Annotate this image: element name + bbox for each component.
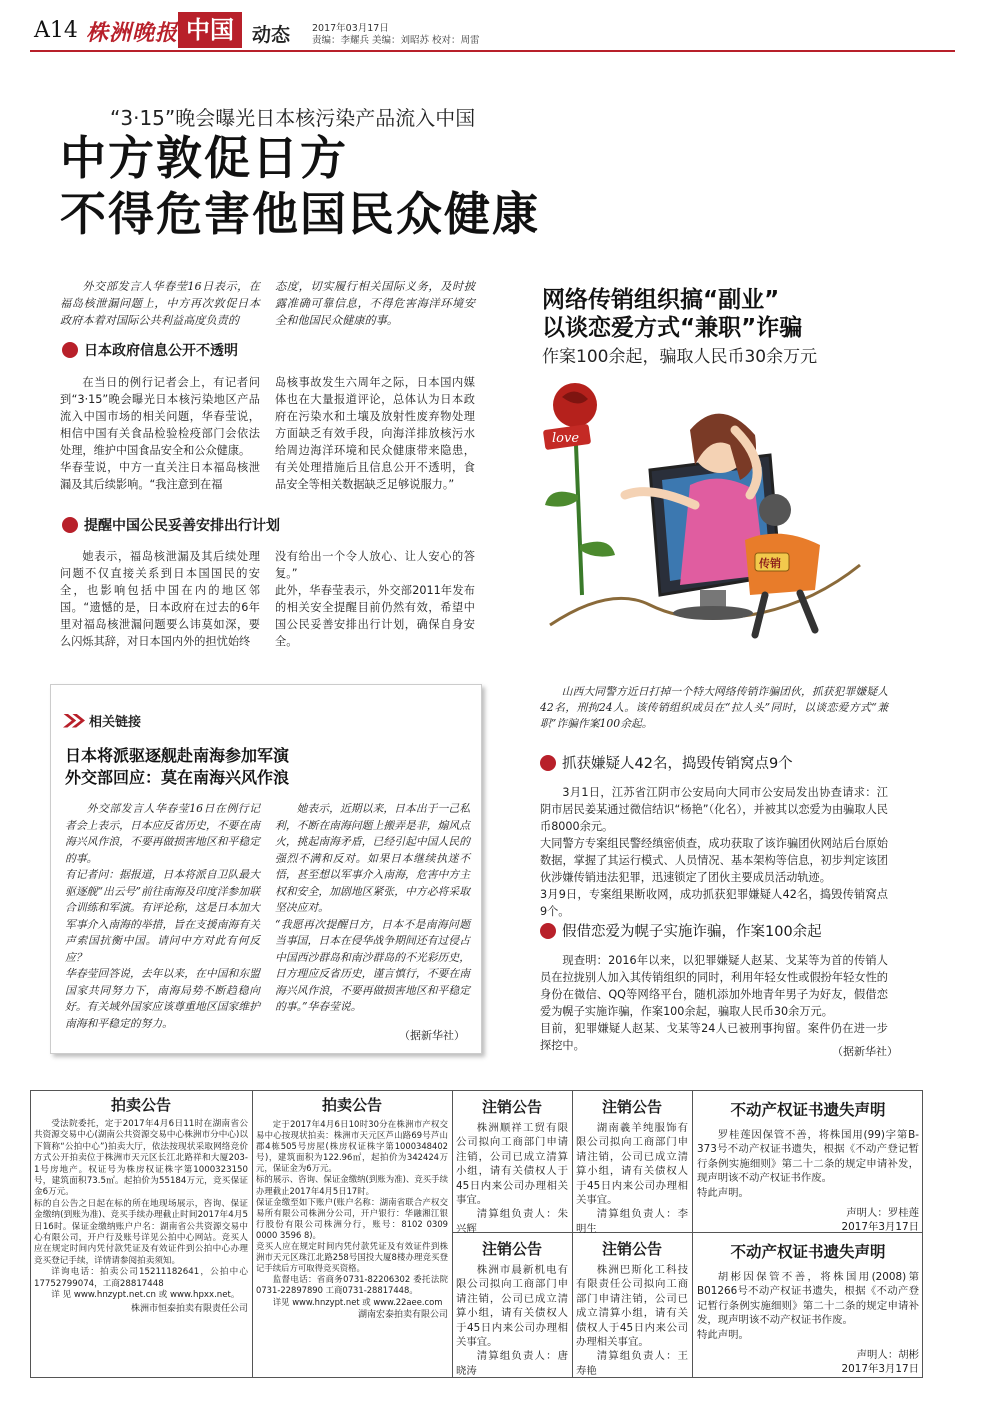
ads-divider [252, 1090, 253, 1378]
ad-lost-2 [697, 1240, 919, 1377]
side-caption: 山西大同警方近日打掉一个特大网络传销诈骗团伙，抓获犯罪嫌疑人42名，刑拘24人。该传销组织成员在“拉人头”同时，以谈恋爱方式“兼职”诈骗作案100余起。 [540, 685, 888, 730]
side-subhead-1-text: 抓获嫌疑人42名，捣毁传销窝点9个 [562, 756, 793, 772]
bullet-dot [540, 755, 556, 771]
lead-intro-col1: 外交部发言人华春莹16日表示，在福岛核泄漏问题上，中方再次敦促日本政府本着对国际公共利益高度负责的 [60, 280, 260, 327]
side-subhead-2 [540, 920, 822, 941]
lead-sub2-col1: 她表示，福岛核泄漏及其后续处理问题不仅直接关系到日本国国民的安全，也影响包括中国在内的地区邻国。“遗憾的是，日本政府在过去的6年里对福岛核泄漏问题要么讳莫如深，要么闪烁其辞，对日本国内外的担忧始终 [60, 550, 260, 648]
lead-title-line1: 中方敦促日方 [60, 131, 348, 185]
ad-title: 注销公告 [601, 1098, 662, 1116]
lead-sub1-col2: 岛核事故发生六周年之际，日本国内媒体也在大量报道评论，总体认为日本政府在污染水和土壤及放射性废弃物处理方面缺乏有效手段，向海洋排放核污水给周边海洋环境和民众健康带来隐患，有关处理措施后且信息公开不透明，食品安全等相关数据缺乏足够说服力。” [275, 376, 475, 491]
scam-illustration [530, 375, 890, 675]
lead-sub2-col2: 没有给出一个令人放心、让人安心的答复。” 此外，华春莹表示，外交部2011年发布的相关安全提醒目前仍然有效，希望中国公民妥善安排出行计划，确保自身安全。 [275, 550, 475, 648]
ad-cancel-1 [456, 1096, 568, 1236]
ads-divider [572, 1090, 573, 1378]
ad-date: 2017年3月17日 [841, 1221, 919, 1234]
lead-subhead-1 [62, 340, 238, 360]
ad-body: 胡彬因保管不善，将株国用(2008)第B01266号不动产权证书遗失，根据《不动产登记暂行条例实施细则》第二十二条的规定申请补发，现声明该不动产权证书作废。 特此声明。 [697, 1271, 919, 1341]
ad-signer: 株洲市恒泰拍卖有限责任公司 [130, 1303, 248, 1314]
ad-title: 拍卖公告 [110, 1096, 171, 1114]
side-body-2: 现查明：2016年以来，以犯罪嫌疑人赵某、戈某等为首的传销人员在拉拢别人加入其传销组织的同时，利用年轻女性或假扮年轻女性的身份在微信、QQ等网络平台，随机添加外地青年男子为好友，假借恋爱为幌子实施诈骗，作案100余起，骗取人民币30余万元。 目前，犯罪嫌疑人赵某、戈某等24人已被刑事拘留。案件仍在进一步探挖中。 [540, 954, 888, 1052]
ad-contact: 详询电话：拍卖公司15211182641，公拍中心17752799074，工商28817448 [34, 1267, 248, 1289]
side-title-line2: 以谈恋爱方式“兼职”诈骗 [542, 315, 803, 341]
svg-text:love: love [552, 431, 580, 446]
ad-body: 罗桂莲因保管不善，将株国用(99)字第B-373号不动产权证书遗失，根据《不动产登记暂行条例实施细则》第二十二条的规定申请补发，现声明该不动产权证书作废。 特此声明。 [697, 1129, 919, 1199]
related-title-line1: 日本将派驱逐舰赴南海参加军演 [65, 746, 290, 765]
ad-date: 2017年3月17日 [841, 1363, 919, 1376]
ad-lost-1 [697, 1098, 919, 1235]
section-badge: 中国 [178, 12, 242, 48]
ads-divider [452, 1090, 453, 1378]
ad-signer: 清算组负责人：王寿艳 [576, 1350, 688, 1377]
related-col1: 外交部发言人华春莹16日在例行记者会上表示，日本应反省历史，不要在南海兴风作浪，不要再做损害地区和平稳定的事。 有记者问：据报道，日本将派自卫队最大驱逐舰“出云号”前往南海及印度洋参加联合训练和军演。有评论称，这是日本加大军事介入南海的举措，旨在支援南海有关声索国抗衡中国。请问中方对此有何反应？ 华春莹回答说，去年以来，在中国和东盟国家共同努力下，南海局势不断趋稳向好。有关域外国家应该尊重地区国家维护南海和平稳定的努力。 [65, 802, 260, 1030]
ad-title: 注销公告 [601, 1240, 662, 1258]
ad-cancel-3 [456, 1238, 568, 1378]
paper-logo: 株洲晚报 [86, 20, 179, 46]
ad-title: 注销公告 [481, 1098, 542, 1116]
ad-body: 株洲市晨新机电有限公司拟向工商部门申请注销，公司已成立清算小组，请有关债权人于45日内来公司办理相关事宜。 [456, 1264, 568, 1349]
double-arrow-icon [63, 714, 85, 728]
bullet-dot [540, 923, 556, 939]
ad-signer: 清算组负责人：朱兴辉 [456, 1208, 568, 1235]
rose-icon [543, 383, 615, 595]
lead-subhead-1-text: 日本政府信息公开不透明 [84, 343, 238, 359]
ad-contact: 监督电话：省商务0731-82206302 委托法院0731-22897890 工商0731-28817448。 [256, 1274, 448, 1296]
lead-kicker: “3·15”晚会曝光日本核污染产品流入中国 [110, 106, 476, 130]
ad-signer: 清算组负责人：李明生 [576, 1208, 688, 1235]
page-number: A14 [34, 18, 78, 43]
ad-signer: 湖南宏泰拍卖有限公司 [357, 1309, 448, 1320]
related-tag-text: 相关链接 [89, 715, 142, 730]
ad-auction-1 [34, 1094, 248, 1316]
header-rule [30, 50, 955, 52]
related-source: （据新华社） [399, 1029, 465, 1042]
ad-signer: 声明人：胡彬 [856, 1349, 919, 1362]
svg-text:传销: 传销 [759, 557, 781, 570]
lead-sub1-col1: 在当日的例行记者会上，有记者问到“3·15”晚会曝光日本核污染地区产品流入中国市场的相关问题，华春莹说，相信中国有关食品检验检疫部门会依法处理，维护中国食品安全和公众健康。 华春莹说，中方一直关注日本福岛核泄漏及其后续影响。“我注意到在福 [60, 376, 260, 491]
ad-signer: 清算组负责人：唐晓涛 [456, 1350, 568, 1377]
ad-title: 不动产权证书遗失声明 [730, 1243, 886, 1261]
ad-body: 定于2017年4月6日10时30分在株洲市产权交易中心按现状拍卖：株洲市天元区芦山路69号芦山郡4栋505号房屋(株房权证株字第1000348402号)，建筑面积为122.96㎡，起拍价为342424万元，保证金为6万元。 标的展示、咨询、保证金缴纳(到账为准)、竞买手续办理截止2017年4月5日17时。 保证金缴至如下账户(账户名称：湖南省联合产权交易所有限公司株洲分公司，开户银行：华融湘江银行股份有限公司株洲分行，账号：8102 0309 0000 3596 8)。 竞买人应在规定时间内凭付款凭证及有效证件到株洲市天元区珠江北路258号国投大厦8楼办理竞买登记手续后方可取得竞买资格。 [256, 1119, 448, 1274]
lead-intro-col2: 态度，切实履行相关国际义务，及时披露准确可靠信息，不得危害海洋环境安全和他国民众健康的事。 [275, 280, 475, 327]
header-date: 2017年03月17日 [312, 23, 389, 34]
side-subhead-1 [540, 752, 793, 773]
bullet-dot [62, 342, 78, 358]
header-credits: 责编：李耀兵 美编：刘昭苏 校对：周雷 [312, 35, 480, 46]
ad-auction-2 [256, 1094, 448, 1322]
side-title-line1: 网络传销组织搞“副业” [542, 287, 780, 313]
ad-web: 详见 www.hnzypt.net 或 www.22aee.com [272, 1296, 443, 1307]
ad-cancel-2 [576, 1096, 688, 1236]
ads-divider [692, 1090, 693, 1378]
ad-title: 注销公告 [481, 1240, 542, 1258]
woman-figure [625, 414, 765, 585]
side-subtitle: 作案100余起，骗取人民币30余万元 [542, 347, 818, 367]
ad-signer: 声明人：罗桂莲 [846, 1207, 919, 1220]
related-col2: 她表示，近期以来，日本出于一己私利，不断在南海问题上搬弄是非，煽风点火，挑起南海矛盾，已经引起中国人民的强烈不满和反对。如果日本继续执迷不悟，甚至想以军事介入南海，危害中方主权和安全，加剧地区紧张，中方必将采取坚决应对。 “我愿再次提醒日方，日本不是南海问题当事国，日本在侵华战争期间还有过侵占中国西沙群岛和南沙群岛的不光彩历史，日方理应反省历史，谨言慎行，不要在南海兴风作浪，不要再做损害地区和平稳定的事。”华春莹说。 [275, 802, 470, 1013]
section-name: 动态 [252, 24, 291, 46]
page-header [0, 0, 985, 50]
lead-title-line2: 不得危害他国民众健康 [60, 187, 540, 241]
related-tag [63, 711, 141, 730]
ad-web: 详 见 www.hnzypt.net.cn 或 www.hpxx.net。 [51, 1290, 240, 1301]
side-subhead-2-text: 假借恋爱为幌子实施诈骗，作案100余起 [562, 924, 822, 940]
ad-body: 株洲顺祥工贸有限公司拟向工商部门申请注销，公司已成立清算小组，请有关债权人于45日内来公司办理相关事宜。 [456, 1122, 568, 1207]
related-title-line2: 外交部回应：莫在南海兴风作浪 [65, 768, 290, 787]
side-source: （据新华社） [832, 1045, 898, 1058]
ad-title: 拍卖公告 [321, 1096, 382, 1114]
side-body-1: 3月1日，江苏省江阴市公安局向大同市公安局发出协查请求：江阴市居民姜某通过微信结识“杨艳”（化名），并被其以恋爱为由骗取人民币8000余元。 大同警方专案组民警经缜密侦查，成功获取了该诈骗团伙网站后台原始数据，掌握了其运行模式、人员情况、基本架构等信息，初步判定该团伙涉嫌传销违法犯罪，迅速锁定了团伙主要成员活动轨迹。 3月9日，专案组果断收网，成功抓获犯罪嫌疑人42名，捣毁传销窝点9个。 [540, 786, 888, 918]
ad-title: 不动产权证书遗失声明 [730, 1101, 886, 1119]
ad-cancel-4 [576, 1238, 688, 1378]
lead-subhead-2 [62, 515, 280, 535]
ad-body: 受法院委托，定于2017年4月6日11时在湖南省公共资源交易中心(湖南公共资源交易中心株洲市分中心)以下简称“公拍中心”)拍卖大厅，依法按现状采取网络竞价方式公开拍卖位于株洲市天元区长江北路祥和大厦203-1号房地产。权证号为株房权证株字第1000323150号，建筑面积73.5㎡。起拍价为55184万元，竞买保证金6万元。 标的自公告之日起在标的所在地现场展示，咨询、保证金缴纳(到账为准)、竞买手续办理截止时间2017年4月5日16时。保证金缴纳账户户名：湖南省公共资源交易中心有限公司，开户行及账号详见公拍中心网站。竞买人应在规定时间内凭付款凭证及有效证件到公拍中心办理竞买登记手续，详情请参阅拍卖须知。 [34, 1119, 248, 1266]
related-box [50, 684, 482, 1054]
ad-body: 湖南羲羊纯服饰有限公司拟向工商部门申请注销，公司已成立清算小组，请有关债权人于45日内来公司办理相关事宜。 [576, 1122, 688, 1207]
lead-subhead-2-text: 提醒中国公民妥善安排出行计划 [84, 518, 280, 534]
bullet-dot [62, 517, 78, 533]
ad-body: 株洲巴斯化工科技有限责任公司拟向工商部门申请注销，公司已成立清算小组，请有关债权人于45日内来公司办理相关事宜。 [576, 1264, 688, 1349]
